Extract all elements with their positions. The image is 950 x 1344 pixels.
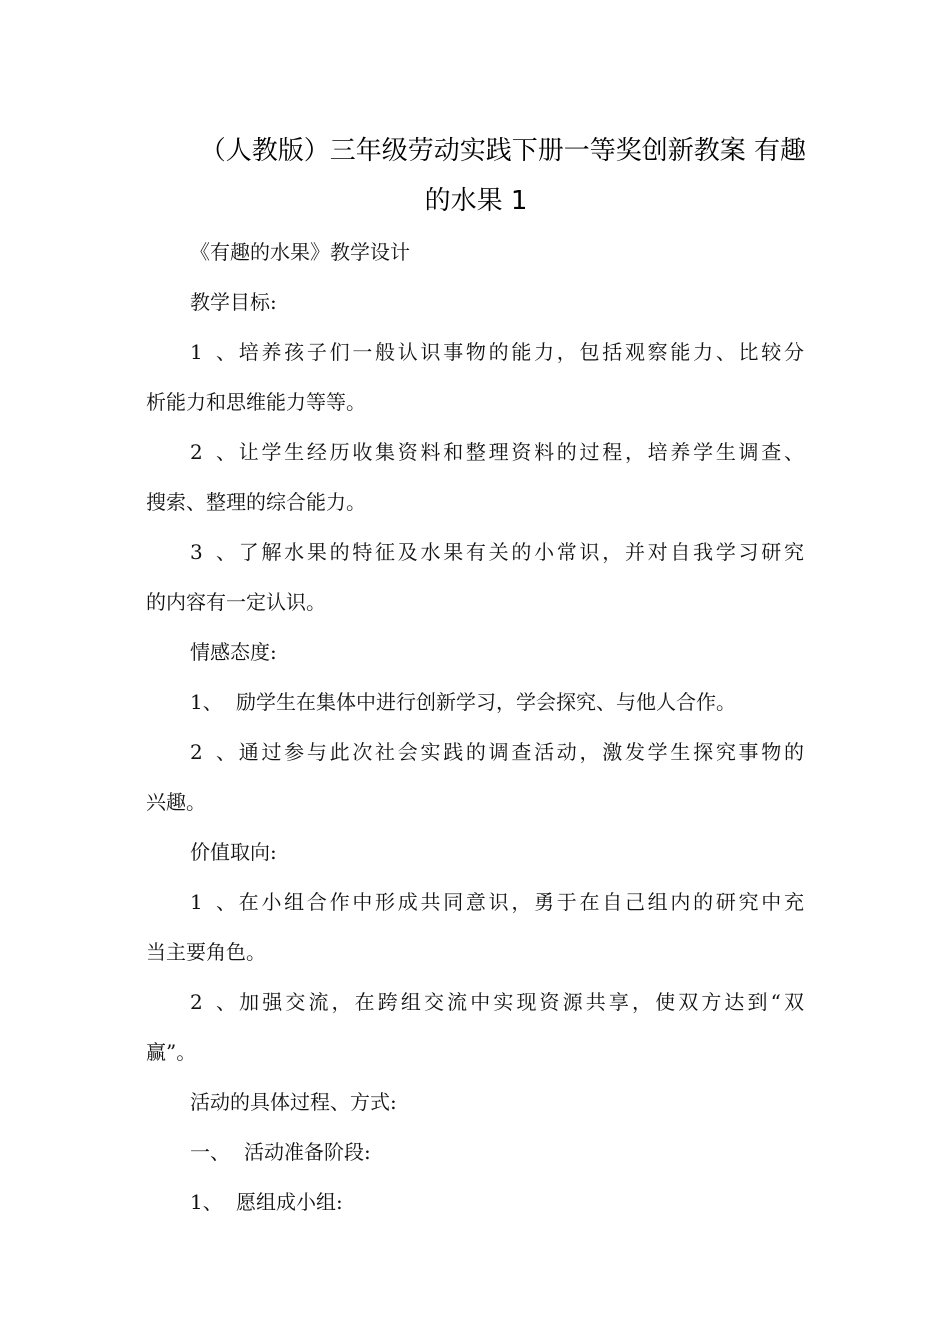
value-1-text: 在小组合作中形成共同意识，勇于在自己组内的研究中充 (236, 890, 804, 914)
step-label: 愿组成小组: (236, 1190, 343, 1214)
value-1-line-2: 当主要角色。 (146, 940, 266, 964)
value-2-line-2: 赢”。 (146, 1040, 197, 1064)
step-number: 1、 (190, 1190, 223, 1214)
objective-3-number: 3、 (190, 540, 236, 564)
emotion-1-line-1 (190, 690, 736, 714)
emotion-2-number: 2、 (190, 740, 236, 764)
emotion-2-line-2: 兴趣。 (146, 790, 206, 814)
objective-3-line-1 (190, 540, 804, 564)
value-heading: 价值取向: (190, 840, 277, 864)
stage-label: 活动准备阶段: (244, 1140, 371, 1164)
objective-2-line-1 (190, 440, 804, 464)
emotion-2-line-1 (190, 740, 804, 764)
objective-1-line-2: 析能力和思维能力等等。 (146, 390, 366, 414)
value-1-line-1 (190, 890, 804, 914)
stage-number: 一、 (190, 1140, 230, 1164)
document-subtitle: 《有趣的水果》教学设计 (190, 240, 410, 264)
process-heading: 活动的具体过程、方式: (190, 1090, 397, 1114)
value-2-text: 加强交流，在跨组交流中实现资源共享，使双方达到“双 (236, 990, 804, 1014)
emotion-2-text: 通过参与此次社会实践的调查活动，激发学生探究事物的 (236, 740, 804, 764)
objectives-heading: 教学目标: (190, 290, 277, 314)
stage-heading (190, 1140, 371, 1164)
emotion-1-text: 励学生在集体中进行创新学习，学会探究、与他人合作。 (236, 690, 736, 714)
objective-2-text: 让学生经历收集资料和整理资料的过程，培养学生调查、 (236, 440, 804, 464)
objective-2-line-2: 搜索、整理的综合能力。 (146, 490, 366, 514)
emotion-heading: 情感态度: (190, 640, 277, 664)
emotion-1-number: 1、 (190, 690, 223, 714)
value-2-line-1 (190, 990, 804, 1014)
document-title-line-2: 的水果 1 (424, 186, 528, 216)
objective-1-number: 1、 (190, 340, 236, 364)
document-title-line-1: （人教版）三年级劳动实践下册一等奖创新教案 有趣 (199, 136, 806, 166)
objective-1-text: 培养孩子们一般认识事物的能力，包括观察能力、比较分 (236, 340, 804, 364)
objective-2-number: 2、 (190, 440, 236, 464)
objective-3-text: 了解水果的特征及水果有关的小常识，并对自我学习研究 (236, 540, 804, 564)
value-1-number: 1、 (190, 890, 236, 914)
objective-1-line-1 (190, 340, 804, 364)
objective-3-line-2: 的内容有一定认识。 (146, 590, 326, 614)
step-heading (190, 1190, 343, 1214)
value-2-number: 2、 (190, 990, 236, 1014)
